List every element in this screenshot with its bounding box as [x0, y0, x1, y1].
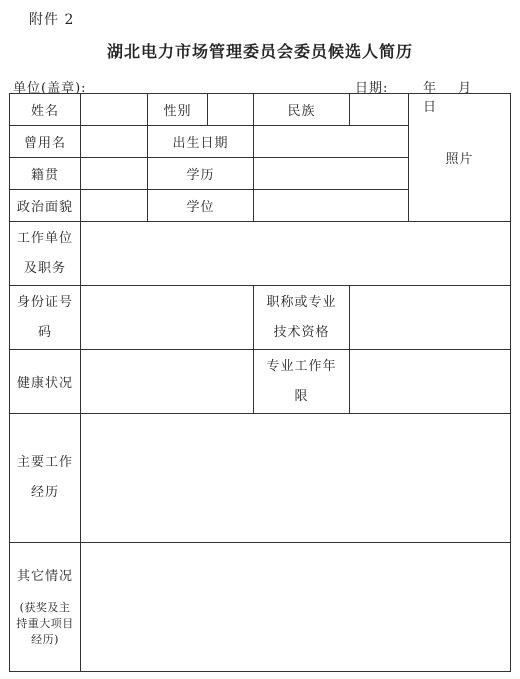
work-years-label [254, 350, 350, 414]
document-title: 湖北电力市场管理委员会委员候选人简历 [106, 42, 413, 61]
id-number-label [10, 286, 81, 350]
political-status-label: 政治面貌 [10, 190, 81, 222]
professional-title-label-line1: 职称或专业 [266, 294, 337, 310]
other-info-label [10, 543, 81, 672]
professional-title-label [254, 286, 350, 350]
work-experience-label [10, 414, 81, 543]
other-info-note-line1: (获奖及主 [19, 600, 71, 614]
work-experience-label-line2: 经历 [30, 485, 59, 500]
degree-label: 学位 [148, 190, 254, 222]
other-info-note-line3: 经历) [31, 632, 59, 646]
ethnicity-field[interactable] [350, 94, 409, 126]
other-info-field[interactable] [81, 543, 511, 672]
unit-seal-label: 单位(盖章): [13, 81, 87, 96]
work-unit-label [10, 222, 81, 286]
native-place-label: 籍贯 [10, 158, 81, 190]
work-unit-label-line1: 工作单位 [16, 230, 73, 246]
former-name-field[interactable] [81, 126, 148, 158]
work-experience-field[interactable] [81, 414, 511, 543]
date-day-label: 日 [423, 100, 437, 115]
id-number-field[interactable] [81, 286, 254, 350]
former-name-label: 曾用名 [10, 126, 81, 158]
ethnicity-label: 民族 [254, 94, 350, 126]
id-number-label-line1: 身份证号 [16, 294, 73, 310]
degree-field[interactable] [254, 190, 409, 222]
education-label: 学历 [148, 158, 254, 190]
birth-date-label: 出生日期 [148, 126, 254, 158]
other-info-label-line1: 其它情况 [16, 568, 73, 584]
date-label: 日期: [355, 81, 389, 96]
gender-label: 性别 [148, 94, 208, 126]
professional-title-label-line2: 技术资格 [273, 324, 330, 340]
name-label: 姓名 [10, 94, 81, 126]
work-years-field[interactable] [350, 350, 511, 414]
education-field[interactable] [254, 158, 409, 190]
name-field[interactable] [81, 94, 148, 126]
political-status-field[interactable] [81, 190, 148, 222]
birth-date-field[interactable] [254, 126, 409, 158]
work-unit-label-line2: 及职务 [23, 260, 66, 276]
date-year-label: 年 [423, 81, 437, 96]
work-years-label-line2: 限 [294, 388, 309, 404]
id-number-label-line2: 码 [37, 324, 52, 340]
photo-box[interactable]: 照片 [409, 94, 511, 222]
health-label: 健康状况 [10, 350, 81, 414]
resume-form-table [9, 93, 511, 672]
professional-title-field[interactable] [350, 286, 511, 350]
health-field[interactable] [81, 350, 254, 414]
other-info-note-line2: 持重大项目 [16, 616, 74, 630]
work-years-label-line1: 专业工作年 [266, 358, 337, 374]
date-month-label: 月 [458, 81, 472, 96]
work-unit-field[interactable] [81, 222, 511, 286]
native-place-field[interactable] [81, 158, 148, 190]
gender-field[interactable] [208, 94, 254, 126]
work-experience-label-line1: 主要工作 [16, 455, 73, 470]
annex-label: 附件 2 [29, 12, 75, 28]
